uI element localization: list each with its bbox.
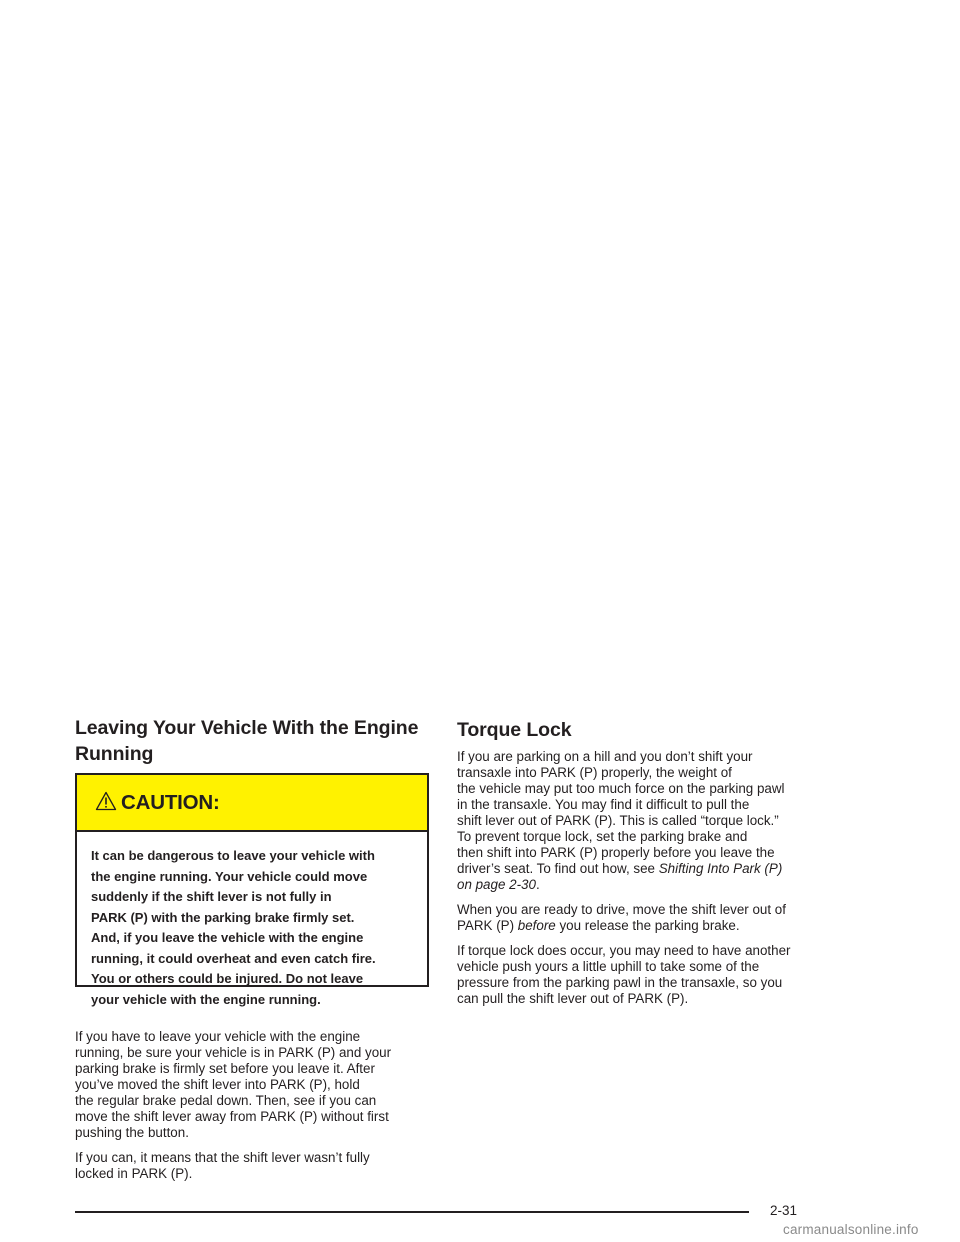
cross-reference-link[interactable]: Shifting Into Park (P) on page 2-30: [457, 861, 783, 892]
watermark: carmanualsonline.info: [783, 1222, 919, 1237]
paragraph-text: you release the parking brake.: [555, 918, 740, 933]
right-body: [457, 749, 817, 1007]
footer-rule: [75, 1211, 749, 1213]
paragraph: If torque lock does occur, you may need to have another vehicle push yours a little uphill to take some of the pressure from the parking pawl in the transaxle, so you can pull the shift lever out of PARK (P).: [457, 943, 791, 1006]
paragraph: If you have to leave your vehicle with the engine running, be sure your vehicle is in PARK (P) and your parking brake is firmly set before you leave it. After you’ve moved the shift lever into PARK (P), hold the regular brake pedal down. Then, see if you can move the shift lever away from PARK (P) without first pushing the button.: [75, 1029, 392, 1140]
section-heading-leaving-engine-running: Leaving Your Vehicle With the Engine Running: [75, 717, 419, 765]
emphasis-text: before: [517, 918, 556, 933]
page-number: 2-31: [770, 1203, 798, 1218]
paragraph: [457, 902, 817, 934]
left-body: [75, 1029, 431, 1182]
section-heading-torque-lock: Torque Lock: [457, 719, 572, 741]
paragraph: [457, 749, 817, 893]
paragraph: If you can, it means that the shift lever wasn’t fully locked in PARK (P).: [75, 1150, 370, 1181]
caution-box: [75, 773, 429, 1007]
caution-title: CAUTION:: [121, 790, 220, 814]
warning-triangle-icon: [95, 791, 117, 811]
paragraph-text: If you are parking on a hill and you don’t shift your transaxle into PARK (P) properly, the weight of the vehicle may put too much force on the parking pawl in the transaxle. You may find it difficult to pull the shift lever out of PARK (P). This is called “torque lock.” To prevent torque lock, set the parking brake and then shift into PARK (P) properly before you leave the driver’s seat. To find out how, see: [457, 749, 785, 876]
paragraph-text: .: [535, 877, 540, 892]
caution-header: [77, 775, 427, 832]
paragraph-text: When you are ready to drive, move the shift lever out of PARK (P): [457, 902, 786, 933]
caution-text: It can be dangerous to leave your vehicle with the engine running. Your vehicle could move suddenly if the shift lever is not fully in PARK (P) with the parking brake firmly set. And, if you leave the vehicle with the engine running, it could overheat and even catch fire. You or others could be injured. Do not leave your vehicle with the engine running.: [91, 848, 376, 1007]
